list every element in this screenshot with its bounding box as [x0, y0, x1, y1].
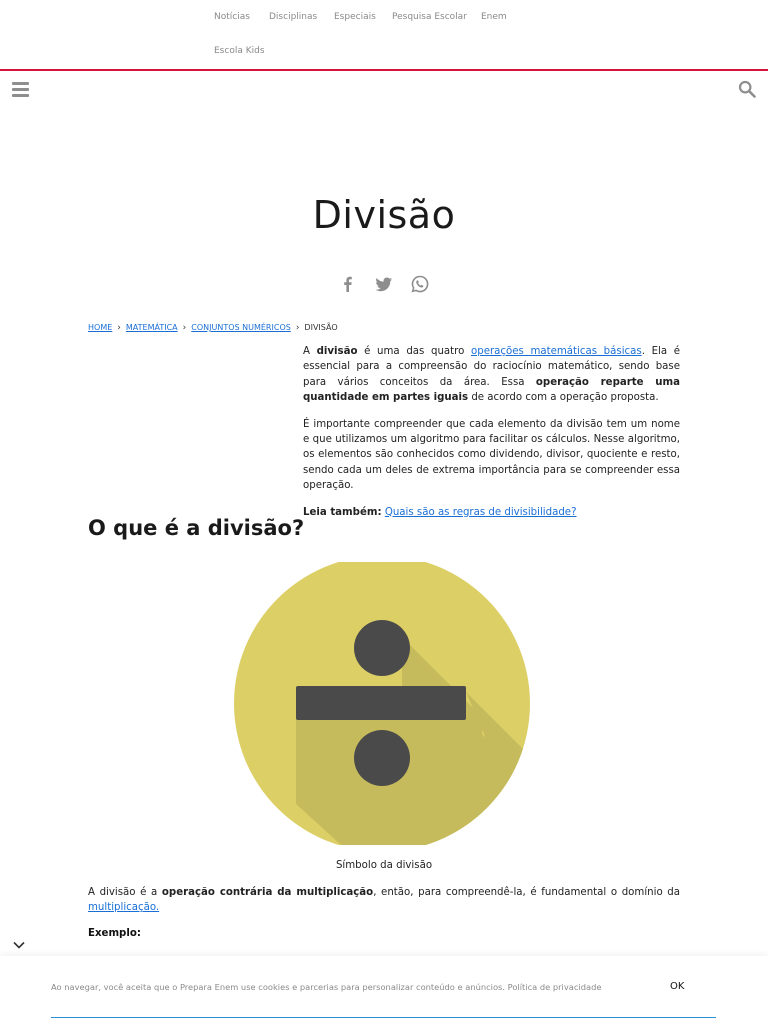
nav-link-escola-kids[interactable]: Escola Kids [214, 46, 265, 56]
text: , então, para compreendê-la, é fundamental o domínio da [373, 887, 681, 898]
intro-paragraph [303, 344, 680, 406]
cookie-banner [0, 956, 768, 1024]
text: A [303, 346, 317, 357]
cookie-ok-button[interactable]: OK [670, 981, 685, 992]
chevron-right-icon: › [295, 323, 300, 333]
facebook-icon[interactable] [338, 274, 358, 294]
section-heading: O que é a divisão? [88, 516, 305, 540]
breadcrumb [88, 323, 338, 333]
chevron-right-icon: › [182, 323, 187, 333]
read-also [303, 505, 680, 520]
nav-link-noticias[interactable]: Notícias [214, 12, 250, 22]
nav-link-enem[interactable]: Enem [481, 12, 507, 22]
example-label: Exemplo: [88, 928, 141, 939]
breadcrumb-matematica[interactable]: MATEMÁTICA [125, 323, 178, 332]
intro-paragraph: É importante compreender que cada elemento da divisão tem um nome e que utilizamos um algoritmo para facilitar os cálculos. Nesse algoritmo, os elementos são conhecidos como dividendo, divisor, quociente e resto, sendo cada um deles de extrema importância para se compreender essa operação. [303, 418, 680, 492]
chevron-right-icon: › [117, 323, 121, 333]
read-also-label: Leia também: [303, 506, 382, 518]
chevron-down-icon[interactable] [12, 940, 26, 950]
page-title: Divisão [312, 193, 456, 237]
figure-caption: Símbolo da divisão [335, 860, 433, 871]
whatsapp-icon[interactable] [410, 274, 430, 294]
nav-link-disciplinas[interactable]: Disciplinas [269, 12, 318, 22]
cookie-divider [51, 1017, 716, 1018]
bold-text: operação contrária da multiplicação [161, 887, 374, 898]
link-operacoes-basicas[interactable]: operações matemáticas básicas [471, 346, 642, 357]
hamburger-icon[interactable] [12, 82, 29, 97]
link-regras-divisibilidade[interactable]: Quais são as regras de divisibilidade? [384, 506, 577, 518]
nav-link-pesquisa-escolar[interactable]: Pesquisa Escolar [392, 12, 467, 22]
breadcrumb-conjuntos-numericos[interactable]: CONJUNTOS NUMÉRICOS [191, 323, 291, 332]
cookie-message: Ao navegar, você aceita que o Prepara Enem use cookies e parcerias para personalizar conteúdo e anúncios. Política de privacidade [51, 982, 602, 992]
division-symbol-image [232, 562, 532, 845]
body-paragraph [88, 885, 680, 916]
breadcrumb-current: DIVISÃO [304, 323, 338, 332]
bold-text: operação reparte uma quantidade em partes iguais [303, 376, 680, 404]
article-intro [303, 344, 680, 531]
bold-text: divisão [316, 346, 358, 357]
text: é uma das quatro [357, 346, 471, 357]
link-multiplicacao[interactable]: multiplicação. [88, 902, 160, 914]
search-icon[interactable] [738, 80, 756, 98]
text: de acordo com a operação proposta. [468, 392, 659, 404]
text: A divisão é a [88, 887, 162, 898]
header-divider [0, 69, 768, 71]
twitter-icon[interactable] [374, 274, 394, 294]
nav-link-especiais[interactable]: Especiais [334, 12, 376, 22]
text: . Ela é essencial para a compreensão do raciocínio matemático, sendo base para vários conceitos da área. Essa [303, 346, 680, 388]
top-navigation [0, 0, 768, 70]
breadcrumb-home[interactable]: HOME [88, 323, 113, 332]
